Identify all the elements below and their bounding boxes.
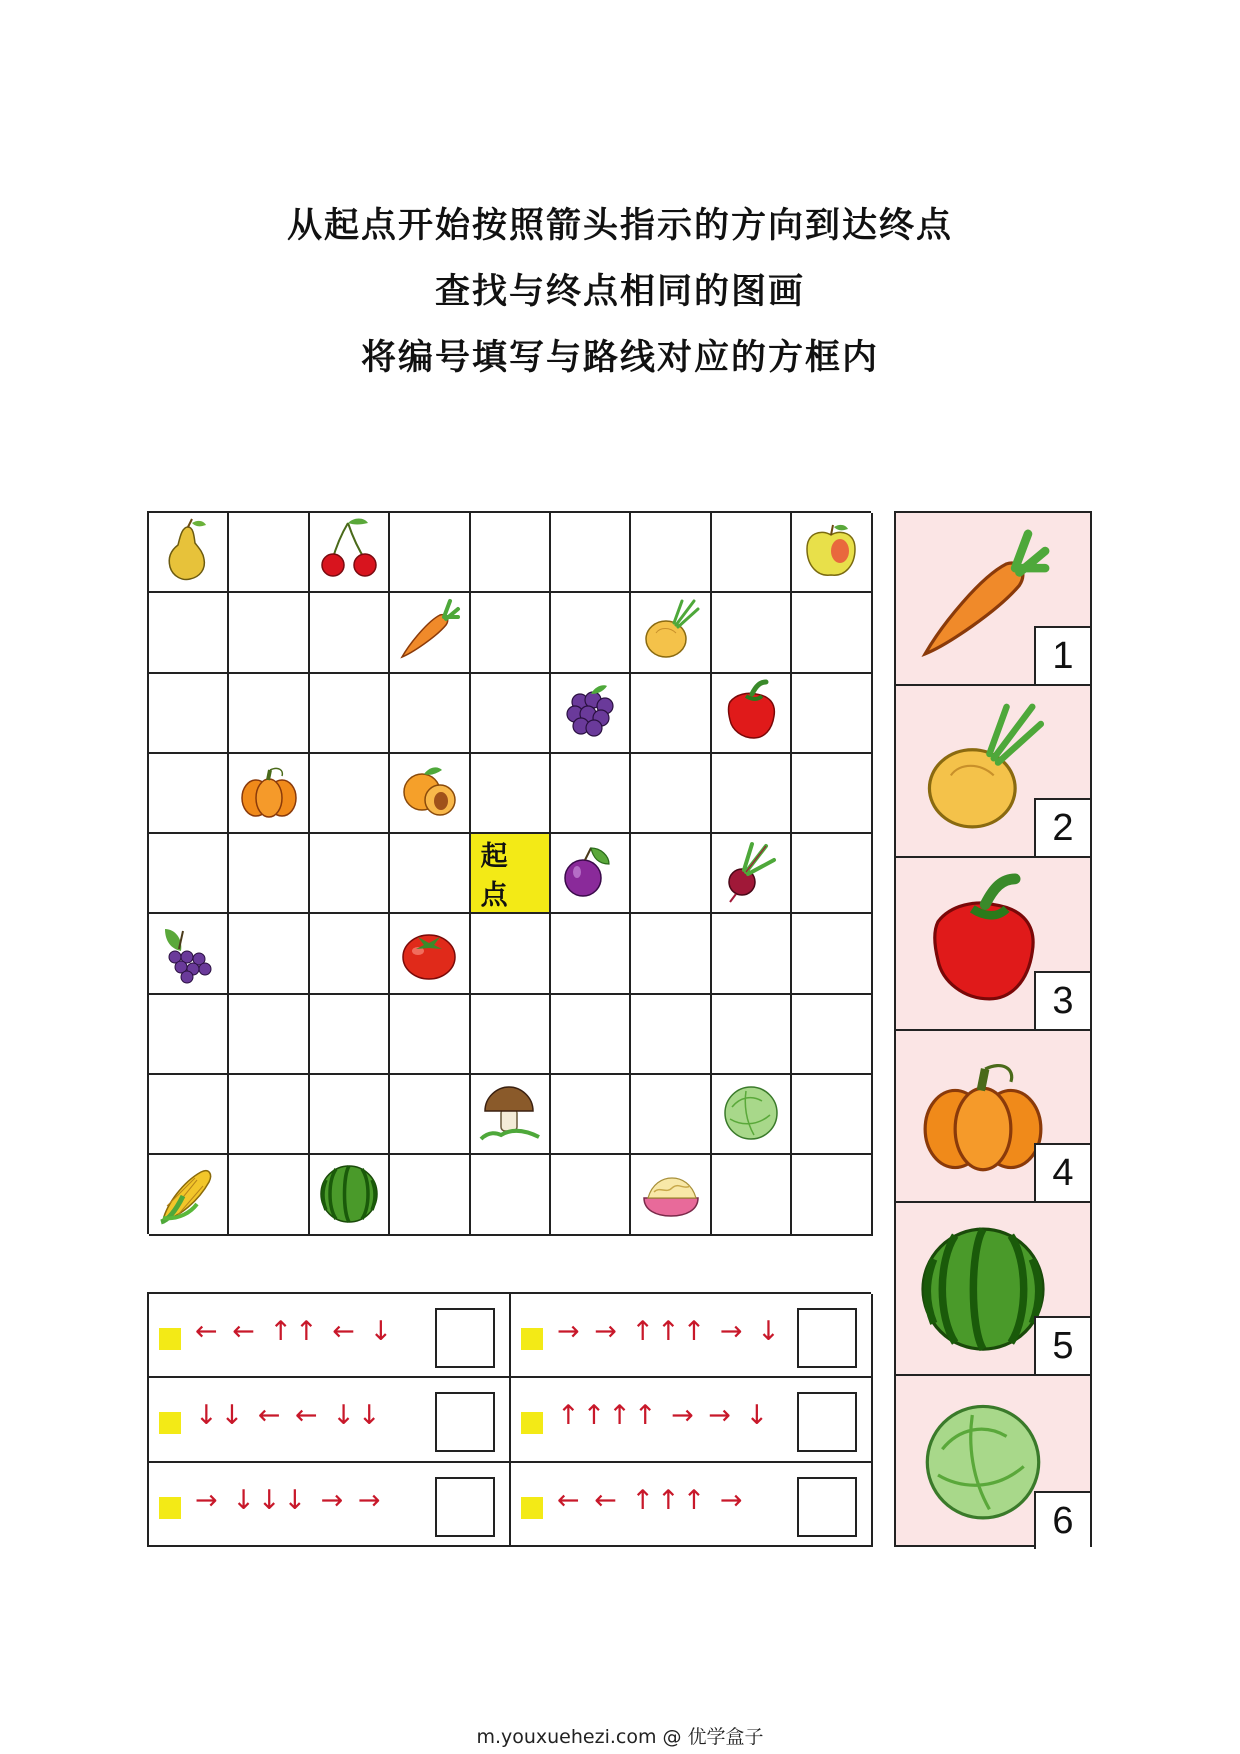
grid-cell — [149, 674, 229, 754]
grid-cell — [310, 593, 390, 673]
route-row — [511, 1294, 873, 1378]
grid-cell — [792, 1075, 872, 1155]
grid-cell — [471, 914, 551, 994]
option-number: 6 — [1034, 1491, 1090, 1549]
start-label: 起 点 — [480, 841, 518, 912]
corn-icon — [153, 1158, 223, 1232]
grid-cell — [551, 914, 631, 994]
instruction-line-1: 从起点开始按照箭头指示的方向到达终点 — [286, 206, 953, 246]
beet-icon — [716, 836, 786, 910]
route-marker — [521, 1497, 543, 1519]
grid-cell — [229, 1155, 309, 1235]
grid-cell — [149, 1155, 229, 1235]
grid-cell — [792, 834, 872, 914]
instruction-line-3: 将编号填写与路线对应的方框内 — [360, 338, 879, 378]
instruction-line-2: 查找与终点相同的图画 — [434, 272, 805, 312]
pumpkin-icon — [234, 756, 304, 830]
option-item — [896, 1203, 1090, 1376]
grid-cell — [310, 995, 390, 1075]
grid-cell — [149, 754, 229, 834]
grid-cell — [390, 914, 470, 994]
grid-cell — [712, 995, 792, 1075]
route-marker — [521, 1328, 543, 1350]
blackberry-icon — [555, 676, 625, 750]
answer-box[interactable] — [797, 1392, 857, 1452]
grid-cell — [551, 995, 631, 1075]
option-item — [896, 858, 1090, 1031]
pepper-icon — [716, 676, 786, 750]
grid-cell — [712, 754, 792, 834]
grid-cell — [631, 513, 711, 593]
route-marker — [521, 1412, 543, 1434]
grid-cell — [712, 834, 792, 914]
grid-cell — [471, 995, 551, 1075]
grid-cell — [149, 834, 229, 914]
mushroom-icon — [475, 1077, 545, 1151]
footer-watermark: m.youxuehezi.com @ 优学盒子 — [476, 1726, 764, 1748]
route-row — [149, 1463, 511, 1547]
option-number: 5 — [1034, 1316, 1090, 1374]
grid-cell — [471, 754, 551, 834]
grid-cell — [712, 674, 792, 754]
grid-cell — [390, 754, 470, 834]
grid-cell — [631, 754, 711, 834]
grid-cell — [631, 914, 711, 994]
grid-cell — [551, 593, 631, 673]
grid-cell — [712, 593, 792, 673]
answer-box[interactable] — [435, 1392, 495, 1452]
grid-cell — [229, 1075, 309, 1155]
grid-cell — [792, 995, 872, 1075]
route-marker — [159, 1412, 181, 1434]
grid-cell — [310, 1155, 390, 1235]
routes-table — [147, 1292, 871, 1547]
grid-cell — [631, 674, 711, 754]
grid-cell — [712, 914, 792, 994]
route-marker — [159, 1328, 181, 1350]
option-number: 3 — [1034, 971, 1090, 1029]
grid-cell — [712, 1075, 792, 1155]
grid-cell — [229, 995, 309, 1075]
grid-cell — [229, 834, 309, 914]
grid-cell — [792, 914, 872, 994]
grid-cell — [229, 914, 309, 994]
answer-box[interactable] — [797, 1308, 857, 1368]
grid-cell — [390, 513, 470, 593]
cabbage-icon — [716, 1077, 786, 1151]
route-arrows: → → ↑↑↑ → ↓ — [557, 1316, 783, 1347]
start-cell — [471, 834, 551, 914]
grid-cell — [390, 1155, 470, 1235]
option-item — [896, 1376, 1090, 1549]
instructions — [0, 193, 1240, 391]
route-row — [149, 1294, 511, 1378]
grid-cell — [149, 995, 229, 1075]
grid-cell — [712, 1155, 792, 1235]
grid-cell — [551, 674, 631, 754]
grid-cell — [310, 1075, 390, 1155]
pear-icon — [153, 515, 223, 589]
grid-cell — [792, 1155, 872, 1235]
grid-cell — [471, 513, 551, 593]
option-item — [896, 513, 1090, 686]
grid-cell — [792, 674, 872, 754]
grid-cell — [149, 593, 229, 673]
grid-cell — [792, 593, 872, 673]
grid-cell — [149, 513, 229, 593]
route-row — [149, 1378, 511, 1462]
route-arrows: ↓↓ ← ← ↓↓ — [195, 1400, 384, 1432]
grid-cell — [551, 754, 631, 834]
grid-cell — [712, 513, 792, 593]
route-arrows: ↑↑↑↑ → → ↓ — [557, 1400, 772, 1432]
grid-cell — [792, 513, 872, 593]
apple-icon — [796, 515, 866, 589]
answer-box[interactable] — [435, 1477, 495, 1537]
grid-cell — [390, 593, 470, 673]
grid-cell — [229, 674, 309, 754]
grid-cell — [792, 754, 872, 834]
grid-cell — [551, 1075, 631, 1155]
grid-cell — [551, 513, 631, 593]
grid-cell — [310, 513, 390, 593]
grid-cell — [631, 593, 711, 673]
option-number: 2 — [1034, 798, 1090, 856]
grid-cell — [631, 834, 711, 914]
grid-cell — [310, 834, 390, 914]
option-item — [896, 686, 1090, 859]
onion-icon — [636, 595, 706, 669]
maze-grid — [147, 511, 871, 1234]
apricot-icon — [394, 756, 464, 830]
cherry-icon — [314, 515, 384, 589]
grid-cell — [229, 593, 309, 673]
answer-box[interactable] — [797, 1477, 857, 1537]
grid-cell — [631, 1155, 711, 1235]
grid-cell — [310, 914, 390, 994]
grid-cell — [310, 754, 390, 834]
option-number: 1 — [1034, 626, 1090, 684]
tomato-icon — [394, 917, 464, 991]
watermelon-icon — [314, 1158, 384, 1232]
grid-cell — [631, 995, 711, 1075]
grid-cell — [149, 914, 229, 994]
grid-cell — [390, 674, 470, 754]
carrot-icon — [394, 595, 464, 669]
option-number: 4 — [1034, 1143, 1090, 1201]
grid-cell — [471, 1075, 551, 1155]
route-row — [511, 1463, 873, 1547]
grid-cell — [310, 674, 390, 754]
grid-cell — [471, 593, 551, 673]
plum-icon — [555, 836, 625, 910]
grid-cell — [390, 834, 470, 914]
grid-cell — [551, 1155, 631, 1235]
answer-options-panel — [894, 511, 1092, 1547]
route-arrows: → ↓↓↓ → → — [195, 1484, 384, 1516]
grid-cell — [390, 1075, 470, 1155]
grid-cell — [471, 1155, 551, 1235]
grapes-icon — [153, 917, 223, 991]
grid-cell — [631, 1075, 711, 1155]
grid-cell — [471, 674, 551, 754]
option-item — [896, 1031, 1090, 1204]
route-marker — [159, 1497, 181, 1519]
noodles-icon — [636, 1158, 706, 1232]
grid-cell — [551, 834, 631, 914]
grid-cell — [229, 754, 309, 834]
route-arrows: ← ← ↑↑↑ → — [557, 1484, 746, 1516]
grid-cell — [229, 513, 309, 593]
grid-cell — [390, 995, 470, 1075]
answer-box[interactable] — [435, 1308, 495, 1368]
route-arrows: ← ← ↑↑ ← ↓ — [195, 1316, 396, 1347]
route-row — [511, 1378, 873, 1462]
grid-cell — [149, 1075, 229, 1155]
